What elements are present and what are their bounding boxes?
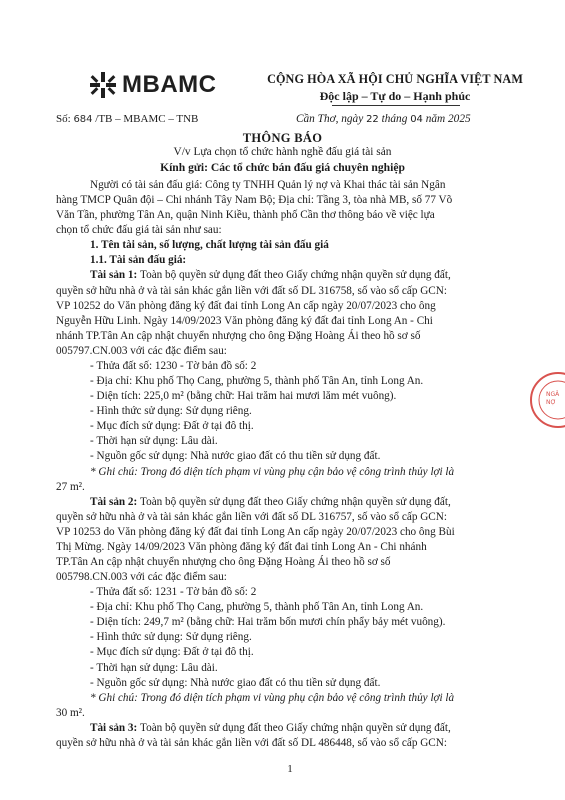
asset-1-origin: - Nguồn gốc sử dụng: Nhà nước giao đất có thu tiền sử dụng đất. <box>90 450 381 463</box>
asset-2-note: * Ghi chú: Trong đó diện tích phạm vi vùng phụ cận bảo vệ công trình thủy lợi là <box>90 691 455 704</box>
doc-number-handwritten: 684 <box>73 114 93 125</box>
section-1-1-heading: 1.1. Tài sản đấu giá: <box>90 254 187 267</box>
asset-3-text: Toàn bộ quyền sử dụng đất theo Giấy chứng nhận quyền sử dụng đất, <box>137 721 451 734</box>
asset-2-line-4: Thị Mừng. Ngày 14/09/2023 Văn phòng đăng ký đất đai tỉnh Long An - Chi nhánh <box>56 540 427 553</box>
asset-1-note-area: 27 m². <box>56 480 85 493</box>
motto-underline <box>332 105 460 106</box>
date-day: 22 <box>366 114 379 125</box>
asset-2-label: Tài sản 2: <box>90 495 138 508</box>
asset-1-line-2: quyền sở hữu nhà ở và tài sản khác gắn liền với đất số DL 316758, số vào sổ cấp GCN: <box>56 284 447 297</box>
national-title: CỘNG HÒA XÃ HỘI CHỦ NGHĨA VIỆT NAM <box>267 72 523 86</box>
asset-1-address: - Địa chỉ: Khu phố Thọ Cang, phường 5, thành phố Tân An, tỉnh Long An. <box>90 375 424 388</box>
date-month: 04 <box>410 114 423 125</box>
asset-1-term: - Thời hạn sử dụng: Lâu dài. <box>90 435 218 448</box>
asset-1-line-4: Nguyễn Hữu Linh. Ngày 14/09/2023 Văn phòng đăng ký đất đai tỉnh Long An - Chi <box>56 314 433 327</box>
date-prefix: Cần Thơ, ngày <box>296 113 364 125</box>
asset-2-line-2: quyền sở hữu nhà ở và tài sản khác gắn liền với đất số DL 316757, số vào sổ cấp GCN: <box>56 510 447 523</box>
doc-number-suffix: /TB – MBAMC – TNB <box>95 113 199 125</box>
date-year: năm 2025 <box>425 113 471 125</box>
asset-1-first-line <box>90 267 451 283</box>
asset-1-line-6: 005797.CN.003 với các đặc điểm sau: <box>56 344 227 357</box>
asset-2-purpose: - Mục đích sử dụng: Đất ở tại đô thị. <box>90 646 254 659</box>
asset-2-area: - Diện tích: 249,7 m² (bằng chữ: Hai trăm bốn mươi chín phẩy bảy mét vuông). <box>90 616 446 629</box>
asset-1-text: Toàn bộ quyền sử dụng đất theo Giấy chứng nhận quyền sử dụng đất, <box>140 269 451 282</box>
asset-2-first-line <box>90 494 451 510</box>
notice-recipient: Kính gửi: Các tổ chức bán đấu giá chuyên nghiệp <box>160 161 405 174</box>
asset-3-label: Tài sản 3: <box>90 721 138 734</box>
asset-1-label: Tài sản 1: <box>90 269 138 282</box>
notice-title: THÔNG BÁO <box>242 131 323 145</box>
intro-line-3: Văn Tần, phường Tân An, quận Ninh Kiều, thành phố Cần thơ thông báo về việc lựa <box>56 209 435 222</box>
date-line <box>296 113 471 125</box>
asset-3-first-line <box>90 720 451 736</box>
asset-2-line-6: 005798.CN.003 với các đặc điểm sau: <box>56 571 227 584</box>
asset-1-note: * Ghi chú: Trong đó diện tích phạm vi vùng phụ cận bảo vệ công trình thủy lợi là <box>90 465 455 478</box>
page-number: 1 <box>287 763 293 775</box>
asset-2-address: - Địa chỉ: Khu phố Thọ Cang, phường 5, thành phố Tân An, tỉnh Long An. <box>90 601 424 614</box>
asset-2-text: Toàn bộ quyền sử dụng đất theo Giấy chứng nhận quyền sử dụng đất, <box>140 495 451 508</box>
asset-1-line-5: nhánh TP.Tân An cập nhật chuyển nhượng cho ông Đặng Hoàng Ái theo hồ sơ số <box>56 329 421 342</box>
intro-line-4: chọn tổ chức đấu giá tài sản như sau: <box>56 224 222 237</box>
intro-line-2: hàng TMCP Quân đội – Chi nhánh Tây Nam Bộ; Địa chỉ: Tầng 3, tòa nhà MB, số 77 Võ <box>56 194 453 207</box>
logo-text: MBAMC <box>122 71 217 98</box>
mbamc-star-logo-icon <box>88 70 118 100</box>
asset-2-origin: - Nguồn gốc sử dụng: Nhà nước giao đất có thu tiền sử dụng đất. <box>90 676 381 689</box>
notice-subject: V/v Lựa chọn tổ chức hành nghề đấu giá tài sản <box>173 146 392 158</box>
svg-text:NGÂ: NGÂ <box>546 391 560 398</box>
national-motto: Độc lập – Tự do – Hạnh phúc <box>319 89 471 103</box>
company-seal-stamp <box>528 370 565 430</box>
doc-number-prefix: Số: <box>56 113 71 125</box>
svg-text:NỢ: NỢ <box>546 399 556 406</box>
asset-1-parcel: - Thửa đất số: 1230 - Tờ bản đồ số: 2 <box>90 359 257 372</box>
asset-1-area: - Diện tích: 225,0 m² (bằng chữ: Hai trăm hai mươi lăm mét vuông). <box>90 390 397 403</box>
document-number <box>56 113 198 125</box>
asset-1-purpose: - Mục đích sử dụng: Đất ở tại đô thị. <box>90 420 254 433</box>
date-month-prefix: tháng <box>381 113 408 125</box>
section-1-heading: 1. Tên tài sản, số lượng, chất lượng tài sản đấu giá <box>90 239 329 252</box>
asset-3-line-2: quyền sở hữu nhà ở và tài sản khác gắn liền với đất số DL 486448, số vào sổ cấp GCN: <box>56 736 447 749</box>
intro-line-1: Người có tài sản đấu giá: Công ty TNHH Quản lý nợ và Khai thác tài sản Ngân <box>90 179 446 191</box>
asset-2-parcel: - Thửa đất số: 1231 - Tờ bản đồ số: 2 <box>90 586 257 599</box>
asset-1-usage-form: - Hình thức sử dụng: Sử dụng riêng. <box>90 405 252 418</box>
asset-2-term: - Thời hạn sử dụng: Lâu dài. <box>90 661 218 674</box>
asset-2-note-area: 30 m². <box>56 706 85 719</box>
asset-2-usage-form: - Hình thức sử dụng: Sử dụng riêng. <box>90 631 252 644</box>
asset-1-line-3: VP 10252 do Văn phòng đăng ký đất đai tỉnh Long An cấp ngày 20/07/2023 cho ông <box>56 299 436 312</box>
asset-2-line-5: TP.Tân An cập nhật chuyển nhượng cho ông Đặng Hoàng Ái theo hồ sơ số <box>56 555 391 568</box>
asset-2-line-3: VP 10253 do Văn phòng đăng ký đất đai tỉnh Long An cấp ngày 20/07/2023 cho ông Bùi <box>56 525 455 538</box>
company-logo <box>88 70 216 100</box>
